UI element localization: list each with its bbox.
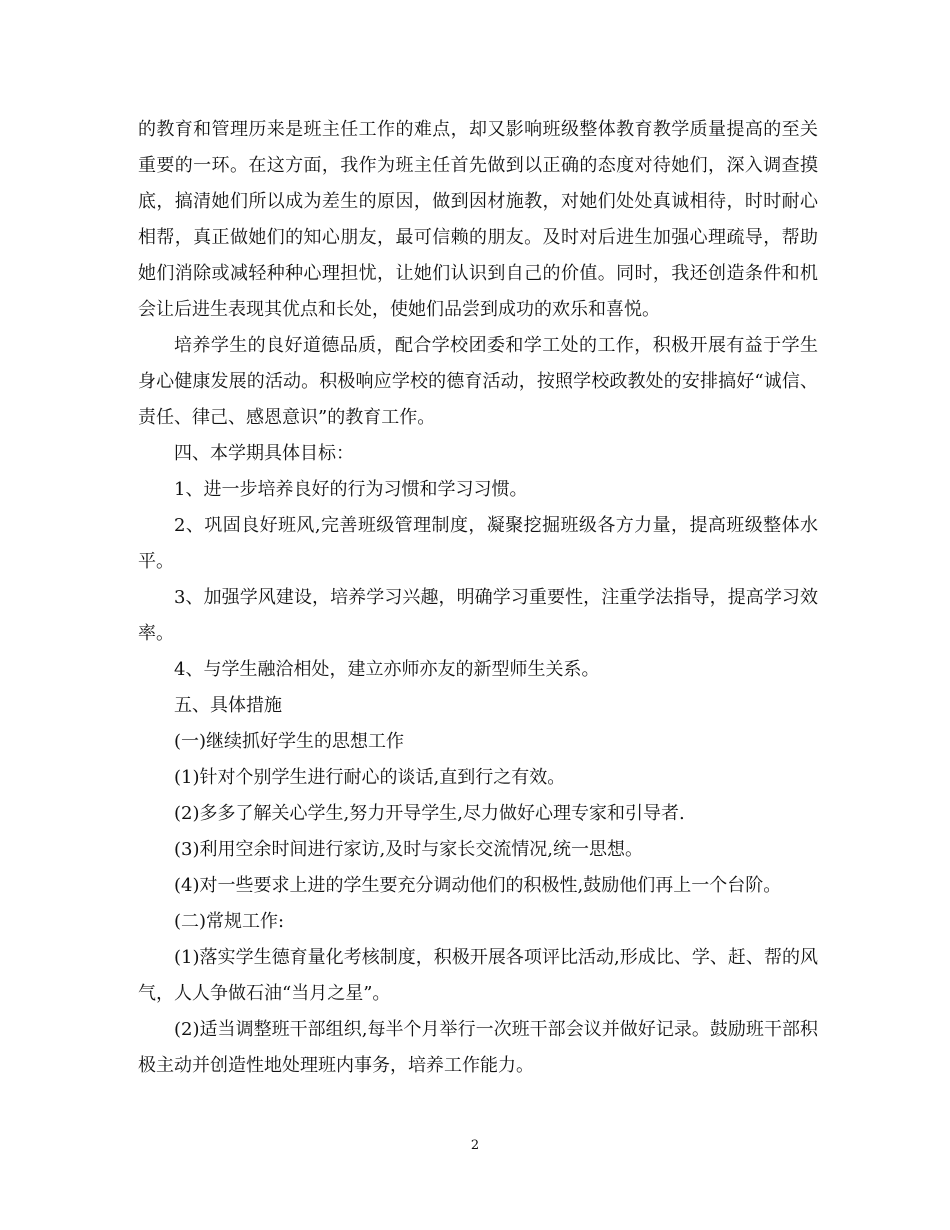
measure-item-4: (4)对一些要求上进的学生要充分调动他们的积极性,鼓励他们再上一个台阶。	[174, 875, 782, 896]
measure-item-3: (3)利用空余时间进行家访,及时与家长交流情况,统一思想。	[174, 839, 643, 860]
goal-item-2: 2、巩固良好班风,完善班级管理制度，凝聚挖掘班级各方力量，提高班级整体水平。	[138, 515, 818, 572]
subsection-heading-routine-work: (二)常规工作:	[174, 911, 285, 932]
paragraph-continuation: 的教育和管理历来是班主任工作的难点，却又影响班级整体教育教学质量提高的至关重要的一环。在这方面，我作为班主任首先做到以正确的态度对待她们，深入调查摸底，搞清她们所以成为差生的原因，做到因材施教，对她们处处真诚相待，时时耐心相帮，真正做她们的知心朋友，最可信赖的朋友。及时对后进生加强心理疏导，帮助她们消除或减轻种种心理担忧，让她们认识到自己的价值。同时，我还创造条件和机会让后进生表现其优点和长处，使她们品尝到成功的欢乐和喜悦。	[138, 119, 818, 320]
goal-item-3: 3、加强学风建设，培养学习兴趣，明确学习重要性，注重学法指导，提高学习效率。	[138, 587, 818, 644]
subsection-heading-thought-work: (一)继续抓好学生的思想工作	[174, 731, 405, 752]
goal-item-1: 1、进一步培养良好的行为习惯和学习习惯。	[174, 479, 528, 500]
page-number: 2	[470, 1138, 480, 1153]
measure-item-1: (1)针对个别学生进行耐心的谈话,直到行之有效。	[174, 767, 566, 788]
section-heading-measures: 五、具体措施	[174, 695, 282, 716]
paragraph-moral-education: 培养学生的良好道德品质，配合学校团委和学工处的工作，积极开展有益于学生身心健康发展的活动。积极响应学校的德育活动，按照学校政教处的安排搞好“诚信、责任、律己、感恩意识”的教育工作。	[138, 335, 818, 428]
section-heading-goals: 四、本学期具体目标：	[174, 443, 354, 464]
body-text	[138, 112, 818, 1084]
routine-item-2: (2)适当调整班干部组织,每半个月举行一次班干部会议并做好记录。鼓励班干部积极主动并创造性地处理班内事务，培养工作能力。	[138, 1019, 818, 1076]
goal-item-4: 4、与学生融洽相处，建立亦师亦友的新型师生关系。	[174, 659, 600, 680]
routine-item-1: (1)落实学生德育量化考核制度，积极开展各项评比活动,形成比、学、赶、帮的风气，人人争做石油“当月之星”。	[138, 947, 818, 1004]
measure-item-2: (2)多多了解关心学生,努力开导学生,尽力做好心理专家和引导者.	[174, 803, 685, 824]
